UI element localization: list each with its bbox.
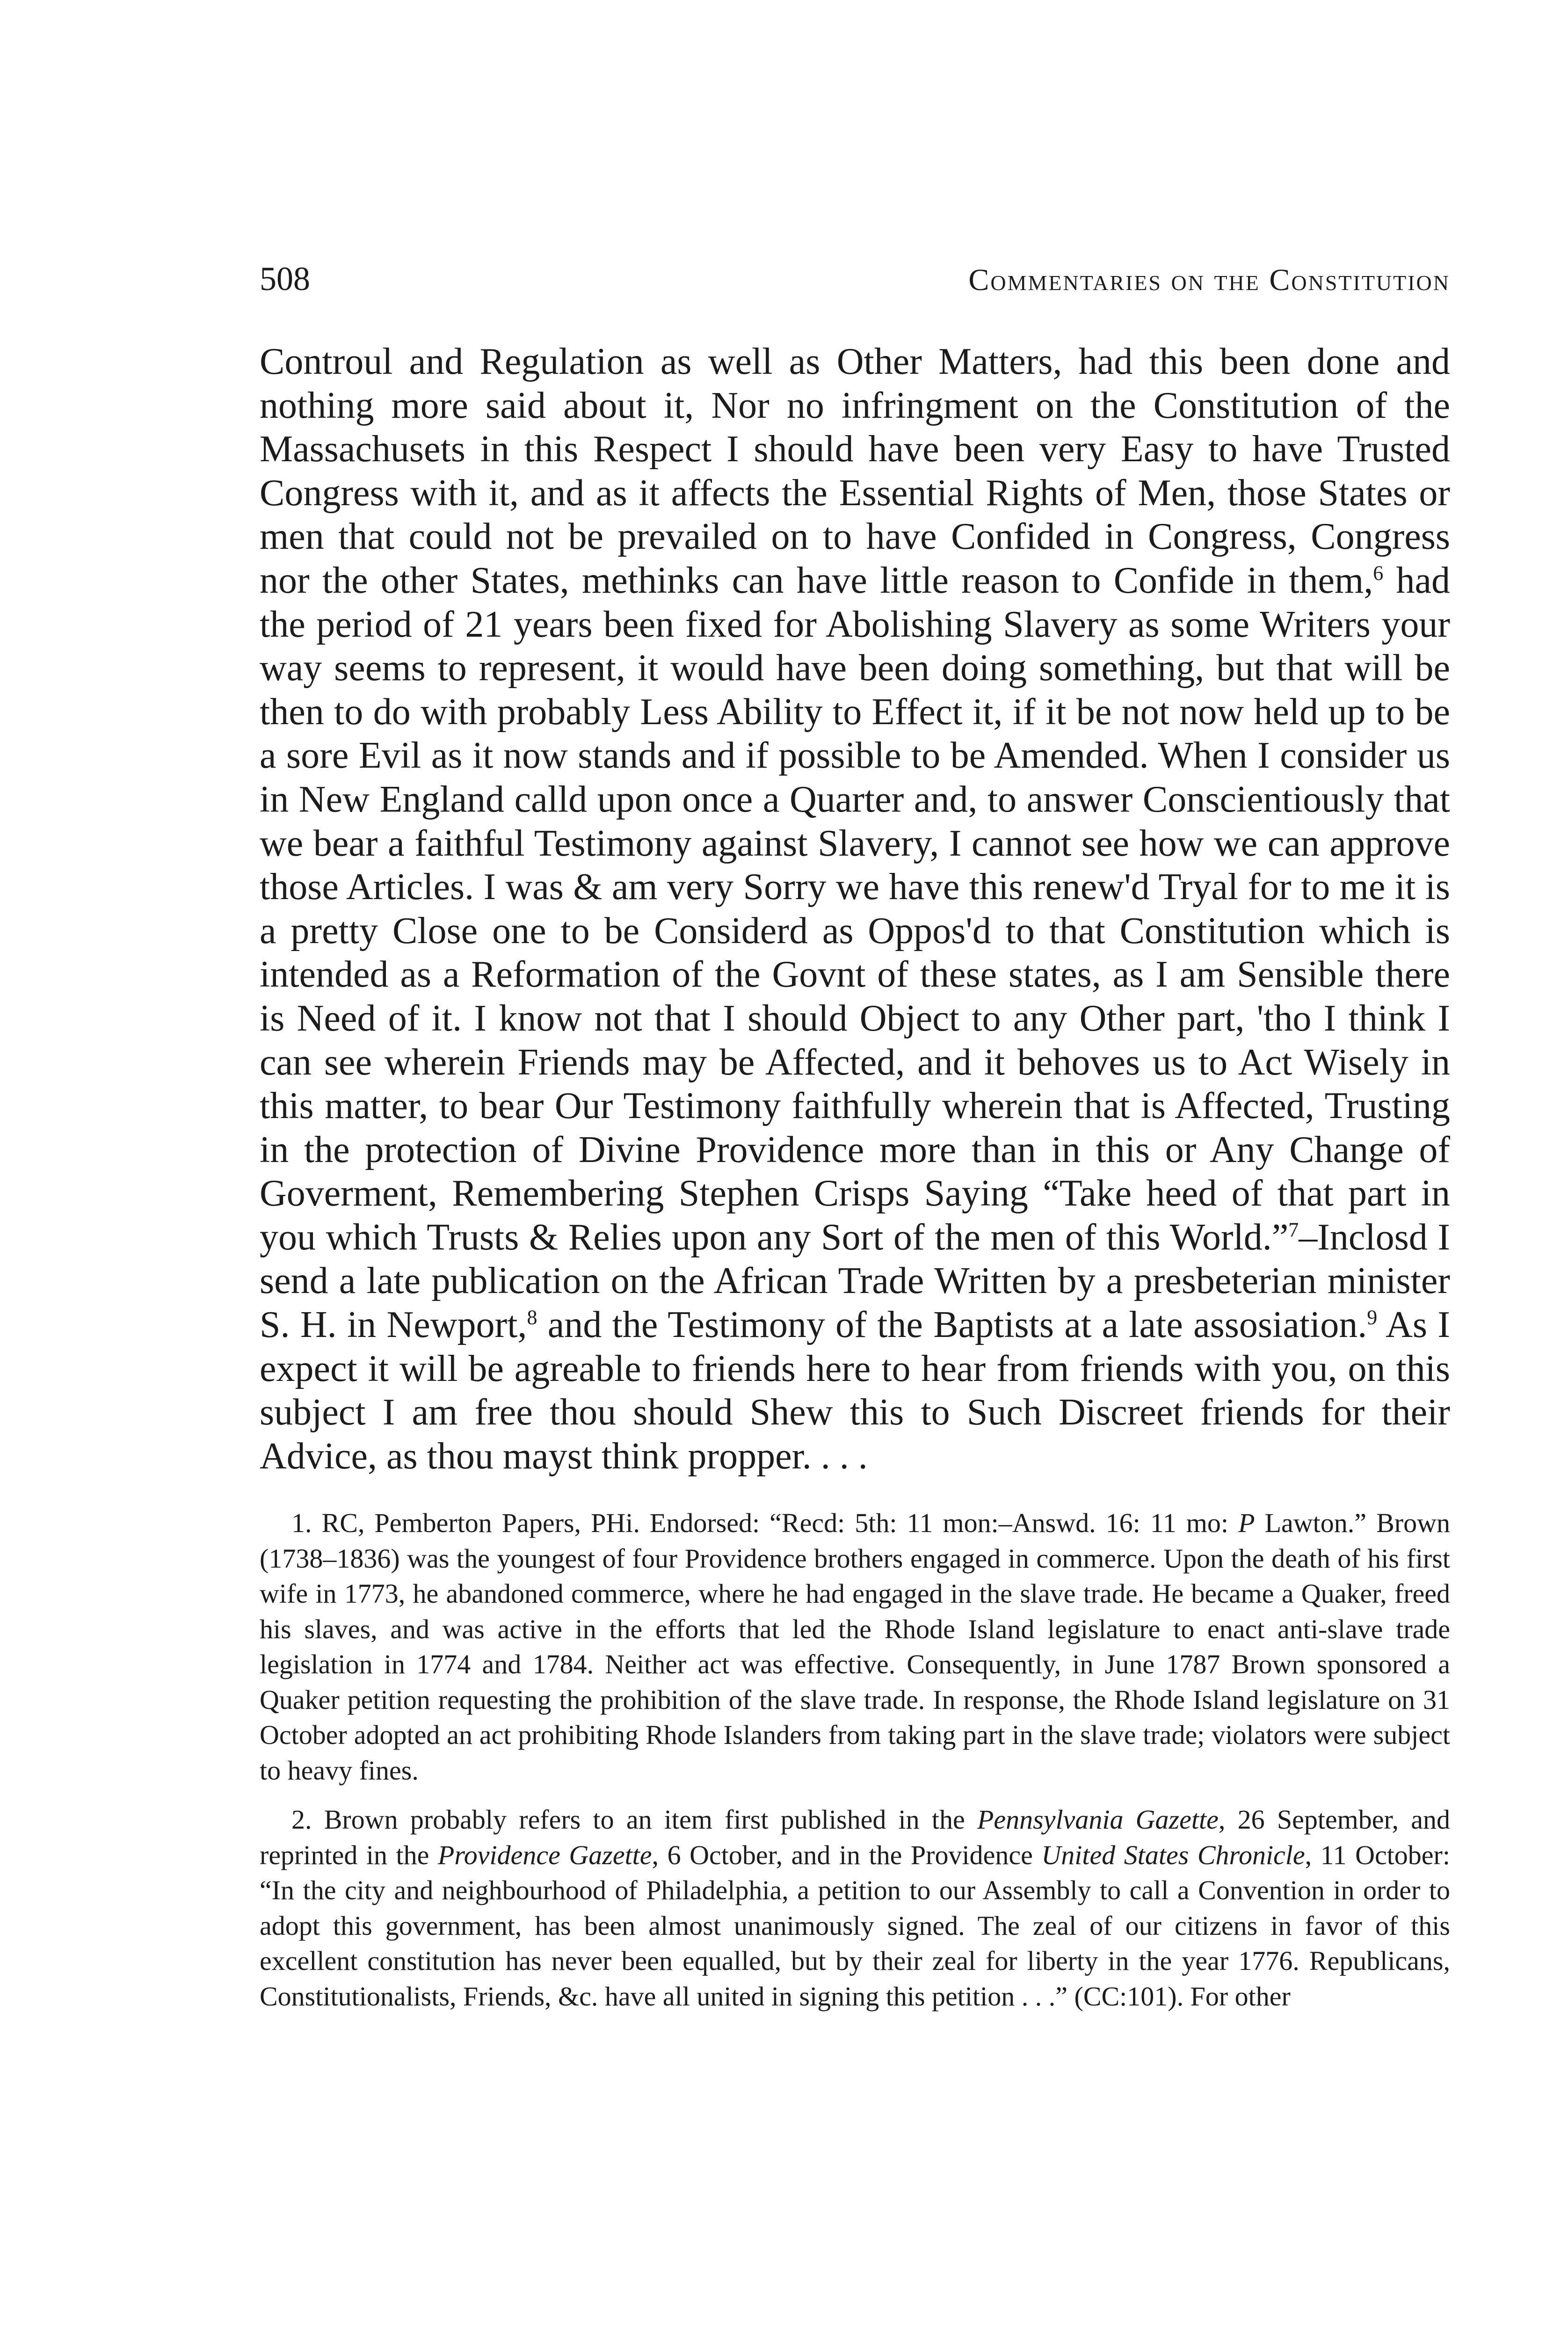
footnote-text: , 26 September, and reprinted in the	[260, 1804, 1451, 1870]
footnote-text: Lawton.” Brown (1738–1836) was the youngest of four Providence brothers engaged in commerce. Upon the death of his first wife in 1773, he abandoned commerce, where he had engaged in the slave trade. He became a Quaker, freed his slaves, and was active in the efforts that led the Rhode Island legislature to enact anti-slave trade legislation in 1774 and 1784. Neither act was effective. Consequently, in June 1787 Brown sponsored a Quaker petition requesting the prohibition of the slave trade. In response, the Rhode Island legislature on 31 October adopted an act prohibiting Rhode Islanders from taking part in the slave trade; violators were subject to heavy fines.	[260, 1508, 1450, 1786]
body-segment: –Inclosd I send a late publication on the African Trade Written by a presbeterian minister S. H. in Newport,	[260, 1216, 1450, 1346]
running-title: Commentaries on the Constitution	[968, 263, 1450, 297]
footnote-italic: United States Chronicle	[1041, 1839, 1305, 1870]
body-segment: Controul and Regulation as well as Other Matters, had this been done and nothing more said about it, Nor no infringment on the Constitution of the Massachusets in this Respect I should have been very Easy to have Trusted Congress with it, and as it affects the Essential Rights of Men, those States or men that could not be prevailed on to have Confided in Congress, Congress nor the other States, methinks can have little reason to Confide in them,	[260, 341, 1450, 601]
body-segment: and the Testimony of the Baptists at a late assosiation.	[537, 1304, 1367, 1346]
footnote-ref-6[interactable]: 6	[1373, 561, 1384, 585]
footnote-italic: Pennsylvania Gazette	[977, 1804, 1219, 1835]
footnote-ref-8[interactable]: 8	[527, 1306, 537, 1329]
footnote-ref-7[interactable]: 7	[1288, 1218, 1299, 1242]
footnote-italic: P	[1238, 1508, 1255, 1539]
footnote-text: 2. Brown probably refers to an item first published in the	[291, 1804, 977, 1835]
footnote-italic: Providence Gazette	[437, 1839, 652, 1870]
letter-body	[260, 340, 1450, 1478]
footnote-1	[260, 1505, 1450, 1788]
footnote-text: , 11 October: “In the city and neighbourhood of Philadelphia, a petition to our Assembly to call a Convention in order to adopt this government, has been almost unanimously signed. The zeal of our citizens in favor of this excellent constitution has never been equalled, but by their zeal for liberty in the year 1776. Republicans, Constitutionalists, Friends, &c. have all united in signing this petition . . .” (CC:101). For other	[260, 1839, 1450, 2012]
footnotes	[260, 1505, 1450, 2014]
body-segment: had the period of 21 years been fixed for Abolishing Slavery as some Writers your way seems to represent, it would have been doing something, but that will be then to do with probably Less Ability to Effect it, if it be not now held up to be a sore Evil as it now stands and if possible to be Amended. When I consider us in New England calld upon once a Quarter and, to answer Conscientiously that we bear a faithful Testimony against Slavery, I cannot see how we can approve those Articles. I was & am very Sorry we have this renew'd Tryal for to me it is a pretty Close one to be Considerd as Oppos'd to that Constitution which is intended as a Reformation of the Govnt of these states, as I am Sensible there is Need of it. I know not that I should Object to any Other part, 'tho I think I can see wherein Friends may be Affected, and it behoves us to Act Wisely in this matter, to bear Our Testimony faithfully wherein that is Affected, Trusting in the protection of Divine Providence more than in this or Any Change of Goverment, Remembering Stephen Crisps Saying “Take heed of that part in you which Trusts & Relies upon any Sort of the men of this World.”	[260, 559, 1450, 1258]
body-segment: As I expect it will be agreable to friends here to hear from friends with you, on this subject I am free thou should Shew this to Such Discreet friends for their Advice, as thou mayst think propper. . . .	[260, 1304, 1451, 1477]
document-page	[260, 262, 1450, 2028]
footnote-text: 1. RC, Pemberton Papers, PHi. Endorsed: “Recd: 5th: 11 mon:–Answd. 16: 11 mo:	[291, 1508, 1239, 1539]
footnote-2	[260, 1802, 1450, 2014]
footnote-ref-9[interactable]: 9	[1367, 1306, 1378, 1329]
running-head	[260, 262, 1450, 296]
page-number: 508	[260, 260, 310, 298]
footnote-text: , 6 October, and in the Providence	[652, 1839, 1042, 1870]
